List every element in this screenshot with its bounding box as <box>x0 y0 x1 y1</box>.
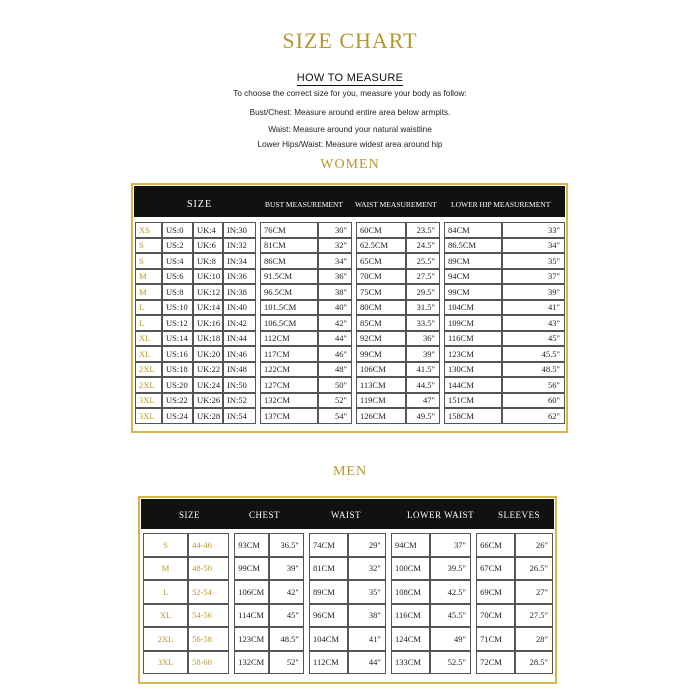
table-cell: 52-54 <box>188 580 229 604</box>
table-cell: 126CM <box>356 408 406 424</box>
table-cell: L <box>135 300 162 316</box>
table-cell: 96CM <box>309 604 348 628</box>
table-cell: 122CM <box>260 362 318 378</box>
table-cell: 96.5CM <box>260 284 318 300</box>
table-cell: 45.5" <box>502 346 565 362</box>
table-row <box>135 362 565 378</box>
table-cell: IN:44 <box>223 331 256 347</box>
table-cell: 137CM <box>260 408 318 424</box>
table-row <box>135 253 565 269</box>
table-cell: 42.5" <box>430 580 471 604</box>
table-cell: 23.5" <box>406 222 440 238</box>
table-cell: 40" <box>318 300 352 316</box>
table-cell: UK:24 <box>193 377 223 393</box>
men-table-header <box>141 499 554 529</box>
table-cell: US:18 <box>162 362 193 378</box>
table-cell: 32" <box>348 557 386 581</box>
table-cell: US:14 <box>162 331 193 347</box>
table-cell: 144CM <box>444 377 502 393</box>
table-cell: 86CM <box>260 253 318 269</box>
table-cell: 33.5" <box>406 315 440 331</box>
table-cell: US:6 <box>162 269 193 285</box>
instruction-bust: Bust/Chest: Measure around entire area below armpits. <box>249 108 451 117</box>
table-cell: 123CM <box>444 346 502 362</box>
table-cell: UK:8 <box>193 253 223 269</box>
table-cell: UK:10 <box>193 269 223 285</box>
table-cell: 48.5" <box>269 627 304 651</box>
table-cell: 52" <box>269 651 304 675</box>
table-cell: 70CM <box>356 269 406 285</box>
table-cell: UK:16 <box>193 315 223 331</box>
table-cell: 41.5" <box>406 362 440 378</box>
table-cell: 28" <box>515 627 553 651</box>
table-cell: 72CM <box>476 651 515 675</box>
how-to-measure-heading: HOW TO MEASURE <box>296 72 404 84</box>
table-cell: IN:30 <box>223 222 256 238</box>
table-cell: 27" <box>515 580 553 604</box>
table-cell: 151CM <box>444 393 502 409</box>
table-cell: 60CM <box>356 222 406 238</box>
table-cell: 93CM <box>234 533 269 557</box>
table-cell: 67CM <box>476 557 515 581</box>
table-cell: 26" <box>515 533 553 557</box>
table-cell: 44-46 <box>188 533 229 557</box>
table-cell: 85CM <box>356 315 406 331</box>
table-cell: 132CM <box>234 651 269 675</box>
table-cell: US:10 <box>162 300 193 316</box>
table-cell: 45" <box>269 604 304 628</box>
table-cell: US:20 <box>162 377 193 393</box>
table-cell: 104CM <box>309 627 348 651</box>
table-row <box>143 580 553 604</box>
table-cell: 31.5" <box>406 300 440 316</box>
table-cell: 114CM <box>234 604 269 628</box>
men-header-chest: CHEST <box>249 510 281 520</box>
table-cell: 133CM <box>391 651 430 675</box>
table-cell: IN:48 <box>223 362 256 378</box>
men-header-size: SIZE <box>179 510 200 520</box>
table-cell: 109CM <box>444 315 502 331</box>
table-cell: IN:36 <box>223 269 256 285</box>
table-cell: 112CM <box>260 331 318 347</box>
table-cell: 116CM <box>444 331 502 347</box>
table-cell: L <box>143 580 188 604</box>
table-cell: 116CM <box>391 604 430 628</box>
men-header-sleeves: SLEEVES <box>498 510 541 520</box>
table-cell: 46" <box>318 346 352 362</box>
women-header-bust: BUST MEASUREMENT <box>265 200 343 209</box>
table-cell: US:22 <box>162 393 193 409</box>
table-cell: IN:46 <box>223 346 256 362</box>
table-cell: 42" <box>318 315 352 331</box>
table-cell: IN:54 <box>223 408 256 424</box>
table-cell: US:12 <box>162 315 193 331</box>
table-cell: 89CM <box>444 253 502 269</box>
table-cell: US:16 <box>162 346 193 362</box>
table-cell: 56-58 <box>188 627 229 651</box>
women-heading: WOMEN <box>320 157 380 172</box>
table-cell: S <box>143 533 188 557</box>
table-cell: 94CM <box>444 269 502 285</box>
table-cell: 48" <box>318 362 352 378</box>
table-cell: US:24 <box>162 408 193 424</box>
page-title: SIZE CHART <box>282 28 418 53</box>
table-cell: 74CM <box>309 533 348 557</box>
table-cell: 81CM <box>309 557 348 581</box>
table-cell: 36.5" <box>269 533 304 557</box>
table-cell: 41" <box>348 627 386 651</box>
table-cell: 34" <box>502 238 565 254</box>
table-cell: 3XL <box>135 393 162 409</box>
table-cell: IN:38 <box>223 284 256 300</box>
table-cell: M <box>143 557 188 581</box>
table-cell: 84CM <box>444 222 502 238</box>
table-cell: 94CM <box>391 533 430 557</box>
table-cell: 49.5" <box>406 408 440 424</box>
table-cell: UK:12 <box>193 284 223 300</box>
table-cell: 44" <box>318 331 352 347</box>
women-header-size: SIZE <box>187 199 213 210</box>
table-cell: 39.5" <box>430 557 471 581</box>
table-cell: 81CM <box>260 238 318 254</box>
table-cell: 33" <box>502 222 565 238</box>
table-cell: 32" <box>318 238 352 254</box>
men-header-lower-waist: LOWER WAIST <box>407 510 475 520</box>
table-cell: UK:28 <box>193 408 223 424</box>
table-cell: 52" <box>318 393 352 409</box>
table-cell: 2XL <box>135 377 162 393</box>
table-cell: 108CM <box>391 580 430 604</box>
table-cell: 37" <box>502 269 565 285</box>
table-cell: 124CM <box>391 627 430 651</box>
table-cell: 132CM <box>260 393 318 409</box>
table-cell: 42" <box>269 580 304 604</box>
table-cell: 29.5" <box>406 284 440 300</box>
table-cell: 104CM <box>444 300 502 316</box>
instruction-intro: To choose the correct size for you, measure your body as follow: <box>233 89 467 98</box>
table-cell: 89CM <box>309 580 348 604</box>
table-cell: US:8 <box>162 284 193 300</box>
table-row <box>143 557 553 581</box>
table-cell: 69CM <box>476 580 515 604</box>
table-cell: 27.5" <box>515 604 553 628</box>
table-cell: IN:50 <box>223 377 256 393</box>
women-table-header <box>134 186 565 217</box>
table-row <box>135 222 565 238</box>
table-cell: XL <box>135 346 162 362</box>
table-cell: 130CM <box>444 362 502 378</box>
table-cell: 39" <box>502 284 565 300</box>
table-cell: 45" <box>502 331 565 347</box>
table-row <box>143 627 553 651</box>
table-cell: 58-60 <box>188 651 229 675</box>
table-cell: 62" <box>502 408 565 424</box>
table-cell: 60" <box>502 393 565 409</box>
table-cell: 26.5" <box>515 557 553 581</box>
men-heading: MEN <box>332 464 368 479</box>
table-row <box>135 284 565 300</box>
table-cell: XL <box>143 604 188 628</box>
table-cell: 99CM <box>356 346 406 362</box>
table-cell: 45.5" <box>430 604 471 628</box>
table-cell: 123CM <box>234 627 269 651</box>
table-cell: 41" <box>502 300 565 316</box>
table-cell: UK:14 <box>193 300 223 316</box>
table-cell: 50" <box>318 377 352 393</box>
women-header-hip: LOWER HIP MEASUREMENT <box>451 200 551 209</box>
table-cell: IN:32 <box>223 238 256 254</box>
table-cell: UK:4 <box>193 222 223 238</box>
table-cell: 39" <box>269 557 304 581</box>
table-cell: 99CM <box>234 557 269 581</box>
table-cell: 3XL <box>143 651 188 675</box>
table-cell: 36" <box>318 269 352 285</box>
table-cell: 65CM <box>356 253 406 269</box>
table-row <box>135 331 565 347</box>
table-cell: 38" <box>348 604 386 628</box>
table-cell: 117CM <box>260 346 318 362</box>
table-cell: 35" <box>348 580 386 604</box>
table-cell: 70CM <box>476 604 515 628</box>
table-row <box>135 393 565 409</box>
table-cell: 52.5" <box>430 651 471 675</box>
table-row <box>135 238 565 254</box>
table-cell: 113CM <box>356 377 406 393</box>
table-cell: 35" <box>502 253 565 269</box>
table-cell: 91.5CM <box>260 269 318 285</box>
table-cell: 24.5" <box>406 238 440 254</box>
table-cell: 44" <box>348 651 386 675</box>
table-cell: 100CM <box>391 557 430 581</box>
table-cell: 66CM <box>476 533 515 557</box>
table-row <box>135 315 565 331</box>
table-cell: 48-50 <box>188 557 229 581</box>
table-cell: 71CM <box>476 627 515 651</box>
table-cell: L <box>135 315 162 331</box>
table-cell: 49" <box>430 627 471 651</box>
table-cell: 62.5CM <box>356 238 406 254</box>
men-table <box>143 533 553 674</box>
table-row <box>135 377 565 393</box>
table-cell: US:4 <box>162 253 193 269</box>
table-cell: 36" <box>406 331 440 347</box>
table-row <box>143 651 553 675</box>
table-cell: 92CM <box>356 331 406 347</box>
table-cell: 76CM <box>260 222 318 238</box>
table-cell: IN:34 <box>223 253 256 269</box>
table-cell: S <box>135 238 162 254</box>
table-cell: UK:18 <box>193 331 223 347</box>
table-cell: 106CM <box>356 362 406 378</box>
table-cell: 30" <box>318 222 352 238</box>
table-cell: 106CM <box>234 580 269 604</box>
table-cell: IN:40 <box>223 300 256 316</box>
instruction-hips: Lower Hips/Waist: Measure widest area around hip <box>257 140 443 149</box>
table-cell: 37" <box>430 533 471 557</box>
women-table <box>135 222 565 424</box>
table-cell: 48.5" <box>502 362 565 378</box>
table-cell: 43" <box>502 315 565 331</box>
table-cell: 119CM <box>356 393 406 409</box>
table-cell: M <box>135 269 162 285</box>
table-row <box>143 533 553 557</box>
table-cell: 2XL <box>135 362 162 378</box>
table-cell: 86.5CM <box>444 238 502 254</box>
table-row <box>135 269 565 285</box>
table-cell: M <box>135 284 162 300</box>
table-cell: US:0 <box>162 222 193 238</box>
table-cell: 158CM <box>444 408 502 424</box>
table-cell: UK:20 <box>193 346 223 362</box>
table-cell: 44.5" <box>406 377 440 393</box>
table-cell: 25.5" <box>406 253 440 269</box>
table-cell: 75CM <box>356 284 406 300</box>
table-cell: 112CM <box>309 651 348 675</box>
table-cell: S <box>135 253 162 269</box>
women-header-waist: WAIST MEASUREMENT <box>355 200 437 209</box>
table-cell: 101.5CM <box>260 300 318 316</box>
table-cell: 54-56 <box>188 604 229 628</box>
table-cell: 3XL <box>135 408 162 424</box>
table-cell: 106.5CM <box>260 315 318 331</box>
table-cell: 99CM <box>444 284 502 300</box>
table-row <box>143 604 553 628</box>
table-cell: 80CM <box>356 300 406 316</box>
table-cell: UK:22 <box>193 362 223 378</box>
table-cell: UK:26 <box>193 393 223 409</box>
table-row <box>135 346 565 362</box>
table-cell: UK:6 <box>193 238 223 254</box>
table-cell: 34" <box>318 253 352 269</box>
table-cell: XL <box>135 331 162 347</box>
table-cell: 54" <box>318 408 352 424</box>
instruction-waist: Waist: Measure around your natural waistline <box>268 125 432 134</box>
table-cell: 56" <box>502 377 565 393</box>
table-cell: XS <box>135 222 162 238</box>
table-cell: IN:52 <box>223 393 256 409</box>
table-cell: 2XL <box>143 627 188 651</box>
table-cell: 29" <box>348 533 386 557</box>
table-row <box>135 408 565 424</box>
table-row <box>135 300 565 316</box>
table-cell: 39" <box>406 346 440 362</box>
table-cell: 47" <box>406 393 440 409</box>
table-cell: 27.5" <box>406 269 440 285</box>
table-cell: 38" <box>318 284 352 300</box>
table-cell: 127CM <box>260 377 318 393</box>
table-cell: 28.5" <box>515 651 553 675</box>
men-header-waist: WAIST <box>331 510 361 520</box>
table-cell: IN:42 <box>223 315 256 331</box>
table-cell: US:2 <box>162 238 193 254</box>
